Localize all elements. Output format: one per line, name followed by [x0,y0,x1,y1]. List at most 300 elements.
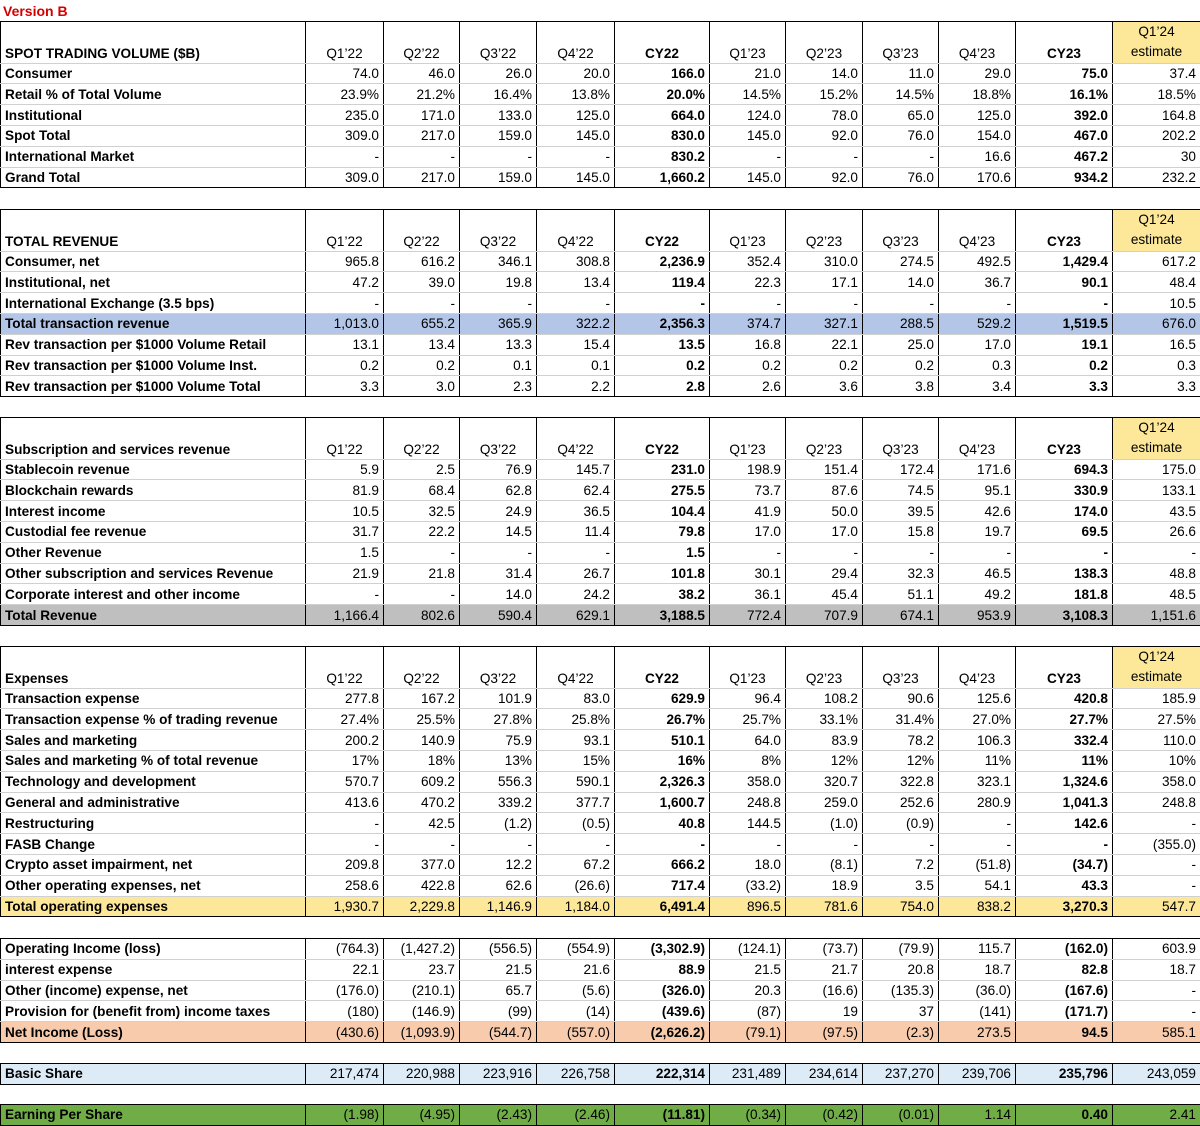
table-row [1,980,1200,1001]
table-cell: 21.2% [384,84,460,105]
row-label: Institutional [1,105,306,126]
table-cell: (0.01) [863,1105,939,1126]
table-cell: 3.3 [1016,376,1113,397]
table-row [1,688,1200,709]
table-cell: 17.0 [939,334,1016,355]
table-cell: 74.5 [863,480,939,501]
table-cell: - [537,293,615,314]
period-header: Q1’22 [306,210,384,252]
table-cell: (1,093.9) [384,1022,460,1043]
table-cell: 2.8 [615,376,710,397]
table-cell: 29.4 [786,563,863,584]
table-cell: 20.0 [537,63,615,84]
row-label: Provision for (benefit from) income taxes [1,1001,306,1022]
table-cell: 15.4 [537,334,615,355]
table-cell: - [306,146,384,167]
table-cell: - [306,584,384,605]
table-cell: 965.8 [306,251,384,272]
table-cell: - [710,542,786,563]
period-header: CY23 [1016,210,1113,252]
table-cell: 339.2 [460,792,537,813]
table-cell: 159.0 [460,125,537,146]
table-cell: 209.8 [306,854,384,875]
table-row [1,251,1200,272]
table-cell: 322.2 [537,313,615,334]
row-label: Institutional, net [1,272,306,293]
section-title: Subscription and services revenue [1,418,306,460]
table-cell: 365.9 [460,313,537,334]
table-cell: 88.9 [615,959,710,980]
table-cell: 346.1 [460,251,537,272]
table-cell: 13.5 [615,334,710,355]
period-header: Q2’22 [384,22,460,64]
table-cell: (557.0) [537,1022,615,1043]
table-cell: 167.2 [384,688,460,709]
table-cell: 133.0 [460,105,537,126]
period-header: Q3’23 [863,210,939,252]
table-cell: 16% [615,750,710,771]
row-label: Sales and marketing % of total revenue [1,750,306,771]
expenses-table [0,646,1200,917]
table-cell: 3,108.3 [1016,605,1113,626]
table-cell: 529.2 [939,313,1016,334]
table-cell: 14.5 [460,521,537,542]
table-cell: 90.6 [863,688,939,709]
table-row [1,84,1200,105]
subscription-services-revenue-table [0,417,1200,626]
table-cell: 590.1 [537,771,615,792]
table-cell: 3.4 [939,376,1016,397]
table-row [1,813,1200,834]
table-cell: 39.0 [384,272,460,293]
table-cell: 420.8 [1016,688,1113,709]
table-cell: 603.9 [1113,939,1200,960]
table-cell: - [460,542,537,563]
table-cell: - [710,293,786,314]
table-cell: 198.9 [710,459,786,480]
table-cell: 26.0 [460,63,537,84]
table-row [1,293,1200,314]
table-cell: 232.2 [1113,167,1200,188]
table-cell: 96.4 [710,688,786,709]
table-cell: 145.0 [537,167,615,188]
row-label: Rev transaction per $1000 Volume Retail [1,334,306,355]
row-label: Custodial fee revenue [1,521,306,542]
table-cell: 48.8 [1113,563,1200,584]
period-header: Q3’23 [863,22,939,64]
table-cell: 309.0 [306,125,384,146]
table-cell: 29.0 [939,63,1016,84]
table-cell: 14.0 [460,584,537,605]
table-cell: 90.1 [1016,272,1113,293]
table-cell: 119.4 [615,272,710,293]
table-cell: (87) [710,1001,786,1022]
table-cell: 13.4 [537,272,615,293]
row-label: Transaction expense [1,688,306,709]
row-label: Spot Total [1,125,306,146]
table-cell: 676.0 [1113,313,1200,334]
table-cell: 0.2 [384,355,460,376]
table-cell: 11.4 [537,521,615,542]
table-cell: (16.6) [786,980,863,1001]
table-cell: 11.0 [863,63,939,84]
table-cell: 234,614 [786,1064,863,1085]
table-cell: (79.1) [710,1022,786,1043]
table-cell: 231,489 [710,1064,786,1085]
table-cell: 16.5 [1113,334,1200,355]
table-cell: 81.9 [306,480,384,501]
estimate-header-period: Q1’24 [1117,22,1196,42]
table-cell: 159.0 [460,167,537,188]
table-cell: 492.5 [939,251,1016,272]
table-cell: 18.8% [939,84,1016,105]
table-cell: 62.6 [460,875,537,896]
table-cell: 3,270.3 [1016,896,1113,917]
table-cell: 18.7 [1113,959,1200,980]
table-cell: 3.0 [384,376,460,397]
table-cell: 40.8 [615,813,710,834]
table-cell: - [615,834,710,855]
table-cell: 231.0 [615,459,710,480]
table-cell: (430.6) [306,1022,384,1043]
table-cell: (135.3) [863,980,939,1001]
table-cell: (11.81) [615,1105,710,1126]
table-cell: (439.6) [615,1001,710,1022]
table-cell: 275.5 [615,480,710,501]
table-cell: 78.2 [863,730,939,751]
table-row [1,355,1200,376]
table-cell: 330.9 [1016,480,1113,501]
table-cell: 629.9 [615,688,710,709]
table-cell: (33.2) [710,875,786,896]
period-header: Q1’22 [306,22,384,64]
table-cell: 1,041.3 [1016,792,1113,813]
table-cell: (176.0) [306,980,384,1001]
version-label: Version B [3,2,68,20]
table-cell: - [1016,542,1113,563]
table-cell: 33.1% [786,709,863,730]
table-cell: 320.7 [786,771,863,792]
row-label: interest expense [1,959,306,980]
table-cell: 25.7% [710,709,786,730]
table-row [1,146,1200,167]
period-header: CY22 [615,647,710,689]
period-header: Q1’23 [710,210,786,252]
table-cell: 14.0 [786,63,863,84]
table-cell: 666.2 [615,854,710,875]
table-cell: 1,660.2 [615,167,710,188]
table-cell: 19.8 [460,272,537,293]
table-cell: (0.34) [710,1105,786,1126]
table-cell: 258.6 [306,875,384,896]
table-cell: 54.1 [939,875,1016,896]
table-cell: (36.0) [939,980,1016,1001]
table-cell: 1.5 [615,542,710,563]
period-header: Q2’22 [384,647,460,689]
spot-trading-volume-table [0,21,1200,188]
table-cell: (210.1) [384,980,460,1001]
table-cell: 2.6 [710,376,786,397]
table-cell: - [786,834,863,855]
period-header: Q4’22 [537,418,615,460]
table-cell: 45.4 [786,584,863,605]
row-label: Basic Share [1,1064,306,1085]
table-cell: 25.8% [537,709,615,730]
table-cell: - [710,834,786,855]
table-cell: (8.1) [786,854,863,875]
table-cell: 19 [786,1001,863,1022]
table-cell: 22.1 [786,334,863,355]
table-row [1,313,1200,334]
table-cell: 76.0 [863,125,939,146]
table-cell: 74.0 [306,63,384,84]
period-header: CY23 [1016,22,1113,64]
table-cell: 26.6 [1113,521,1200,542]
table-cell: 41.9 [710,501,786,522]
period-header: Q1’22 [306,647,384,689]
table-cell: 14.5% [863,84,939,105]
table-cell: (5.6) [537,980,615,1001]
table-cell: 413.6 [306,792,384,813]
row-label: Corporate interest and other income [1,584,306,605]
table-cell: 22.1 [306,959,384,980]
table-row [1,875,1200,896]
table-cell: (0.42) [786,1105,863,1126]
table-cell: - [306,293,384,314]
table-cell: (554.9) [537,939,615,960]
row-label: Crypto asset impairment, net [1,854,306,875]
row-label: Transaction expense % of trading revenue [1,709,306,730]
table-cell: 166.0 [615,63,710,84]
period-header: Q4’23 [939,647,1016,689]
table-cell: 5.9 [306,459,384,480]
table-row [1,1064,1200,1085]
table-cell: 0.40 [1016,1105,1113,1126]
table-cell: (2.3) [863,1022,939,1043]
table-cell: 21.6 [537,959,615,980]
table-cell: (51.8) [939,854,1016,875]
table-cell: 27.7% [1016,709,1113,730]
table-cell: 1,324.6 [1016,771,1113,792]
table-cell: - [460,834,537,855]
table-cell: 101.8 [615,563,710,584]
period-header: Q3’22 [460,210,537,252]
table-cell: 25.5% [384,709,460,730]
table-cell: - [786,542,863,563]
table-cell: 10% [1113,750,1200,771]
table-cell: - [1113,542,1200,563]
table-cell: 48.5 [1113,584,1200,605]
table-cell: (4.95) [384,1105,460,1126]
section-header-row [1,418,1200,460]
table-cell: - [615,293,710,314]
period-header: Q4’23 [939,418,1016,460]
estimate-header [1113,418,1200,460]
table-row [1,896,1200,917]
table-cell: 21.9 [306,563,384,584]
period-header: Q1’23 [710,22,786,64]
table-cell: 42.6 [939,501,1016,522]
period-header: CY22 [615,210,710,252]
period-header: CY22 [615,22,710,64]
table-cell: 43.3 [1016,875,1113,896]
table-cell: 43.5 [1113,501,1200,522]
table-cell: 243,059 [1113,1064,1200,1085]
period-header: Q2’23 [786,647,863,689]
table-cell: 235.0 [306,105,384,126]
table-cell: (79.9) [863,939,939,960]
table-row [1,709,1200,730]
table-cell: 2.41 [1113,1105,1200,1126]
table-cell: 0.3 [1113,355,1200,376]
table-cell: - [460,293,537,314]
period-header: Q3’23 [863,647,939,689]
table-cell: (34.7) [1016,854,1113,875]
table-cell: 94.5 [1016,1022,1113,1043]
table-cell: 377.0 [384,854,460,875]
table-cell: 323.1 [939,771,1016,792]
table-cell: (146.9) [384,1001,460,1022]
table-cell: (162.0) [1016,939,1113,960]
table-cell: 31.7 [306,521,384,542]
table-cell: 358.0 [1113,771,1200,792]
period-header: Q1’22 [306,418,384,460]
table-cell: 332.4 [1016,730,1113,751]
table-cell: 422.8 [384,875,460,896]
period-header: Q2’22 [384,418,460,460]
estimate-header-period: Q1’24 [1117,647,1196,667]
period-header: Q4’23 [939,210,1016,252]
table-row [1,563,1200,584]
table-row [1,542,1200,563]
table-cell: 934.2 [1016,167,1113,188]
table-cell: 781.6 [786,896,863,917]
table-cell: 79.8 [615,521,710,542]
table-cell: 896.5 [710,896,786,917]
estimate-header-label: estimate [1117,438,1196,458]
table-cell: 73.7 [710,480,786,501]
table-cell: (1.0) [786,813,863,834]
table-cell: 14.0 [863,272,939,293]
row-label: Other Revenue [1,542,306,563]
table-cell: - [537,542,615,563]
row-label: Net Income (Loss) [1,1022,306,1043]
table-cell: 707.9 [786,605,863,626]
table-cell: - [384,542,460,563]
table-cell: 202.2 [1113,125,1200,146]
table-cell: 0.2 [306,355,384,376]
table-cell: 222,314 [615,1064,710,1085]
table-cell: 217.0 [384,125,460,146]
section-title: TOTAL REVENUE [1,210,306,252]
row-label: Total operating expenses [1,896,306,917]
period-header: Q3’22 [460,647,537,689]
table-cell: 17.0 [786,521,863,542]
table-cell: 20.0% [615,84,710,105]
table-cell: 39.5 [863,501,939,522]
row-label: International Exchange (3.5 bps) [1,293,306,314]
table-cell: 754.0 [863,896,939,917]
table-cell: 46.0 [384,63,460,84]
period-header: Q4’22 [537,22,615,64]
table-cell: (124.1) [710,939,786,960]
table-cell: 2,356.3 [615,313,710,334]
table-cell: 3.8 [863,376,939,397]
table-cell: 75.0 [1016,63,1113,84]
estimate-header-label: estimate [1117,667,1196,687]
table-cell: 46.5 [939,563,1016,584]
row-label: Rev transaction per $1000 Volume Total [1,376,306,397]
table-cell: 15.2% [786,84,863,105]
table-cell: 11% [939,750,1016,771]
table-cell: 37 [863,1001,939,1022]
table-cell: 3.5 [863,875,939,896]
section-title: Expenses [1,647,306,689]
table-cell: 3.6 [786,376,863,397]
table-cell: 259.0 [786,792,863,813]
table-cell: 140.9 [384,730,460,751]
period-header: Q4’22 [537,210,615,252]
table-cell: 226,758 [537,1064,615,1085]
table-cell: 31.4% [863,709,939,730]
table-cell: 392.0 [1016,105,1113,126]
table-cell: 467.0 [1016,125,1113,146]
row-label: FASB Change [1,834,306,855]
table-cell: 21.0 [710,63,786,84]
table-cell: 830.2 [615,146,710,167]
table-row [1,1001,1200,1022]
table-cell: 0.2 [615,355,710,376]
table-cell: - [939,834,1016,855]
table-cell: 20.8 [863,959,939,980]
table-cell: (171.7) [1016,1001,1113,1022]
table-cell: 2,229.8 [384,896,460,917]
table-cell: - [786,293,863,314]
section-title: SPOT TRADING VOLUME ($B) [1,22,306,64]
table-cell: 124.0 [710,105,786,126]
table-row [1,730,1200,751]
table-cell: 3.3 [1113,376,1200,397]
table-cell: 145.7 [537,459,615,480]
table-cell: 248.8 [1113,792,1200,813]
table-cell: 7.2 [863,854,939,875]
period-header: Q2’22 [384,210,460,252]
table-cell: 308.8 [537,251,615,272]
table-cell: (14) [537,1001,615,1022]
table-cell: 1.14 [939,1105,1016,1126]
table-cell: 30.1 [710,563,786,584]
estimate-header-period: Q1’24 [1117,418,1196,438]
table-cell: 3,188.5 [615,605,710,626]
table-cell: 280.9 [939,792,1016,813]
table-cell: 24.2 [537,584,615,605]
table-cell: 510.1 [615,730,710,751]
table-cell: (1.2) [460,813,537,834]
table-row [1,959,1200,980]
table-cell: 252.6 [863,792,939,813]
table-cell: - [1113,1001,1200,1022]
table-cell: 27.5% [1113,709,1200,730]
table-cell: 22.2 [384,521,460,542]
table-cell: 101.9 [460,688,537,709]
basic-share-table [0,1063,1200,1085]
table-row [1,63,1200,84]
table-cell: 358.0 [710,771,786,792]
row-label: Other operating expenses, net [1,875,306,896]
table-cell: 664.0 [615,105,710,126]
row-label: Consumer [1,63,306,84]
period-header: Q2’23 [786,22,863,64]
